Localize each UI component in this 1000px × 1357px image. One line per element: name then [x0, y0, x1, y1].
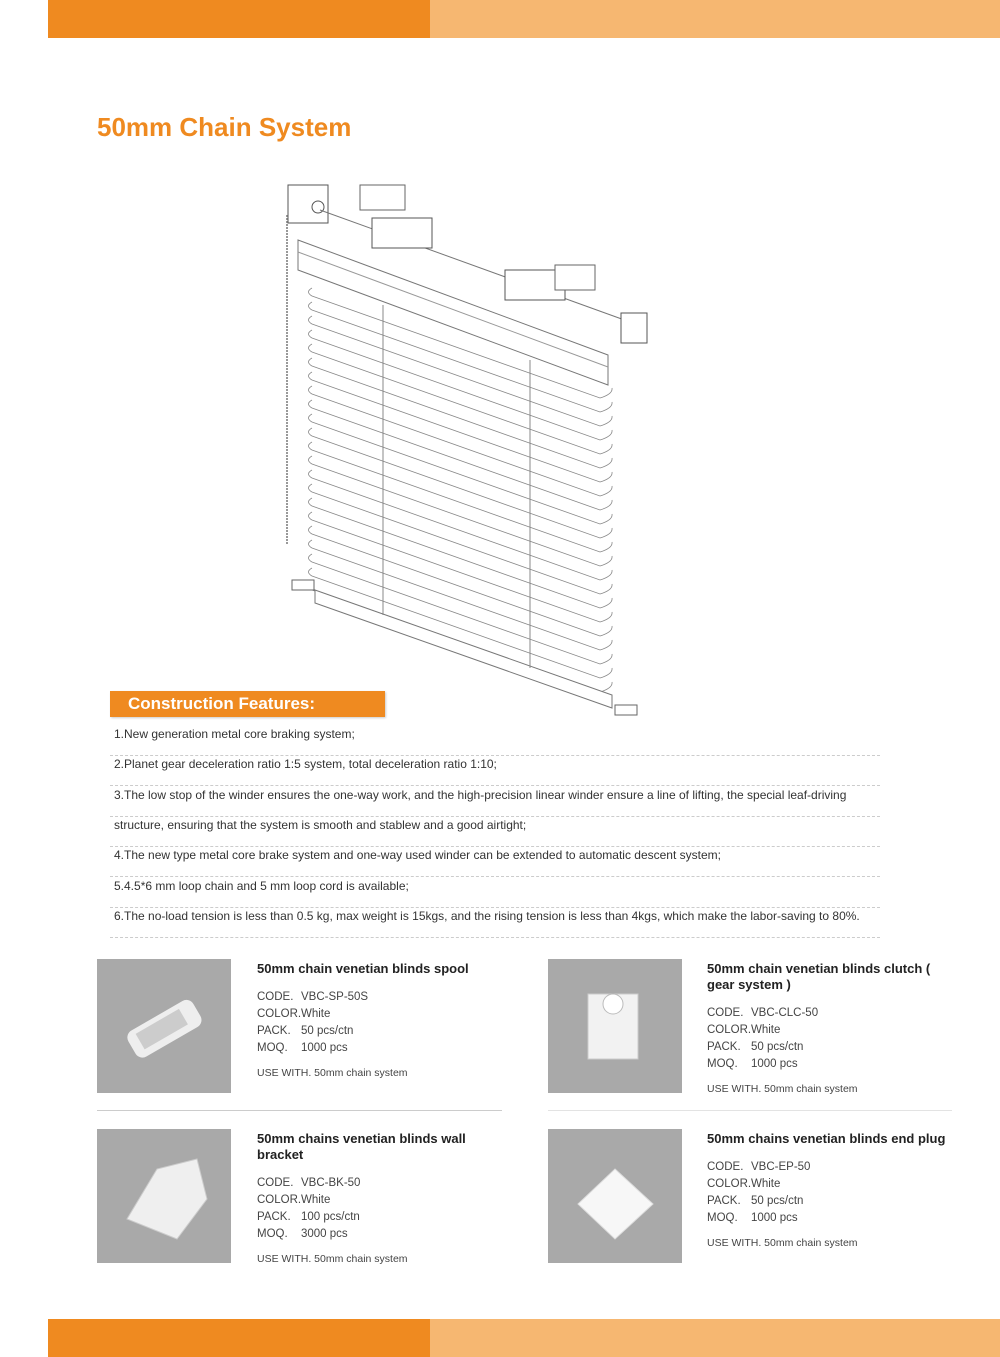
label: USE WITH.: [257, 1067, 312, 1079]
value: White: [301, 1008, 331, 1020]
value: VBC-BK-50: [301, 1177, 361, 1189]
label: CODE.: [707, 1007, 744, 1019]
label: USE WITH.: [707, 1237, 762, 1249]
product-code: [707, 1159, 947, 1176]
label: PACK.: [257, 1025, 291, 1037]
feature-item: structure, ensuring that the system is smooth and stablew and a good airtight;: [110, 817, 880, 847]
product-code: [257, 989, 507, 1006]
divider: [548, 1110, 952, 1111]
slat: [309, 400, 613, 510]
slat: [309, 358, 613, 468]
page-title: 50mm Chain System: [97, 112, 352, 142]
feature-item: 5.4.5*6 mm loop chain and 5 mm loop cord is available;: [110, 878, 880, 908]
value: 1000 pcs: [751, 1212, 798, 1224]
product-moq: [707, 1210, 947, 1227]
label: COLOR.: [707, 1024, 752, 1036]
product-info: [257, 961, 507, 1082]
value: VBC-SP-50S: [301, 991, 369, 1003]
product-use-with: [257, 1065, 507, 1082]
product-pack: [707, 1193, 947, 1210]
label: COLOR.: [707, 1178, 752, 1190]
value: 3000 pcs: [301, 1228, 348, 1240]
value: VBC-EP-50: [751, 1161, 811, 1173]
slat: [309, 568, 613, 678]
product-pack: [257, 1023, 507, 1040]
product-color: [257, 1192, 507, 1209]
product-image: [548, 959, 682, 1093]
product-image: [97, 1129, 231, 1263]
feature-item: 4.The new type metal core brake system and one-way used winder can be extended to automatic descent system;: [110, 847, 880, 877]
slat: [309, 372, 613, 482]
top-banner: [48, 0, 1000, 38]
slat: [309, 526, 613, 636]
slat: [309, 414, 613, 524]
product-use-with: [707, 1081, 947, 1098]
value: 50mm chain system: [764, 1237, 858, 1249]
value: White: [751, 1178, 781, 1190]
product-info: [707, 1131, 947, 1252]
divider: [97, 1110, 502, 1111]
product-color: [707, 1176, 947, 1193]
slat: [309, 386, 613, 496]
label: USE WITH.: [257, 1253, 312, 1265]
product-use-with: [707, 1235, 947, 1252]
product-name: 50mm chains venetian blinds end plug: [707, 1131, 946, 1146]
value: White: [301, 1194, 331, 1206]
product-image: [548, 1129, 682, 1263]
label: MOQ.: [707, 1058, 738, 1070]
feature-item: 2.Planet gear deceleration ratio 1:5 system, total deceleration ratio 1:10;: [110, 756, 880, 786]
product-image: [97, 959, 231, 1093]
feature-item: 1.New generation metal core braking system;: [110, 726, 880, 756]
slat: [309, 428, 613, 538]
product-moq: [707, 1056, 947, 1073]
feature-item: 6.The no-load tension is less than 0.5 kg, max weight is 15kgs, and the rising tension is less than 4kgs, which make the labor-saving to 80%.: [110, 908, 880, 938]
label: CODE.: [257, 991, 294, 1003]
product-moq: [257, 1040, 507, 1057]
label: CODE.: [707, 1161, 744, 1173]
product-info: [707, 961, 947, 1098]
value: 50mm chain system: [314, 1067, 408, 1079]
value: White: [751, 1024, 781, 1036]
blind-diagram: [270, 170, 650, 720]
value: 100 pcs/ctn: [301, 1211, 360, 1223]
product-code: [257, 1175, 507, 1192]
value: 1000 pcs: [301, 1042, 348, 1054]
product-color: [257, 1006, 507, 1023]
label: COLOR.: [257, 1008, 302, 1020]
value: 50mm chain system: [764, 1083, 858, 1095]
label: PACK.: [257, 1211, 291, 1223]
product-name: 50mm chain venetian blinds clutch ( gear system ): [707, 961, 931, 992]
value: 50 pcs/ctn: [751, 1195, 804, 1207]
product-pack: [707, 1039, 947, 1056]
product-pack: [257, 1209, 507, 1226]
product-color: [707, 1022, 947, 1039]
slat: [309, 442, 613, 552]
label: MOQ.: [257, 1228, 288, 1240]
product-code: [707, 1005, 947, 1022]
label: PACK.: [707, 1195, 741, 1207]
value: 50mm chain system: [314, 1253, 408, 1265]
slat: [309, 456, 613, 566]
product-moq: [257, 1226, 507, 1243]
label: COLOR.: [257, 1194, 302, 1206]
product-use-with: [257, 1251, 507, 1268]
label: PACK.: [707, 1041, 741, 1053]
value: 1000 pcs: [751, 1058, 798, 1070]
product-info: [257, 1131, 507, 1268]
label: CODE.: [257, 1177, 294, 1189]
product-name: 50mm chains venetian blinds wall bracket: [257, 1131, 466, 1162]
product-name: 50mm chain venetian blinds spool: [257, 961, 469, 976]
feature-item: 3.The low stop of the winder ensures the one-way work, and the high-precision linear winder ensure a line of lifting, the special leaf-driving: [110, 787, 880, 817]
value: 50 pcs/ctn: [751, 1041, 804, 1053]
slat: [309, 582, 613, 692]
value: VBC-CLC-50: [751, 1007, 819, 1019]
features-heading: Construction Features:: [110, 691, 385, 717]
value: 50 pcs/ctn: [301, 1025, 354, 1037]
slat: [309, 540, 613, 650]
slat: [309, 470, 613, 580]
label: MOQ.: [707, 1212, 738, 1224]
label: MOQ.: [257, 1042, 288, 1054]
label: USE WITH.: [707, 1083, 762, 1095]
bottom-banner: [48, 1319, 1000, 1357]
slat: [309, 498, 613, 608]
slat: [309, 316, 613, 426]
slat: [309, 484, 613, 594]
